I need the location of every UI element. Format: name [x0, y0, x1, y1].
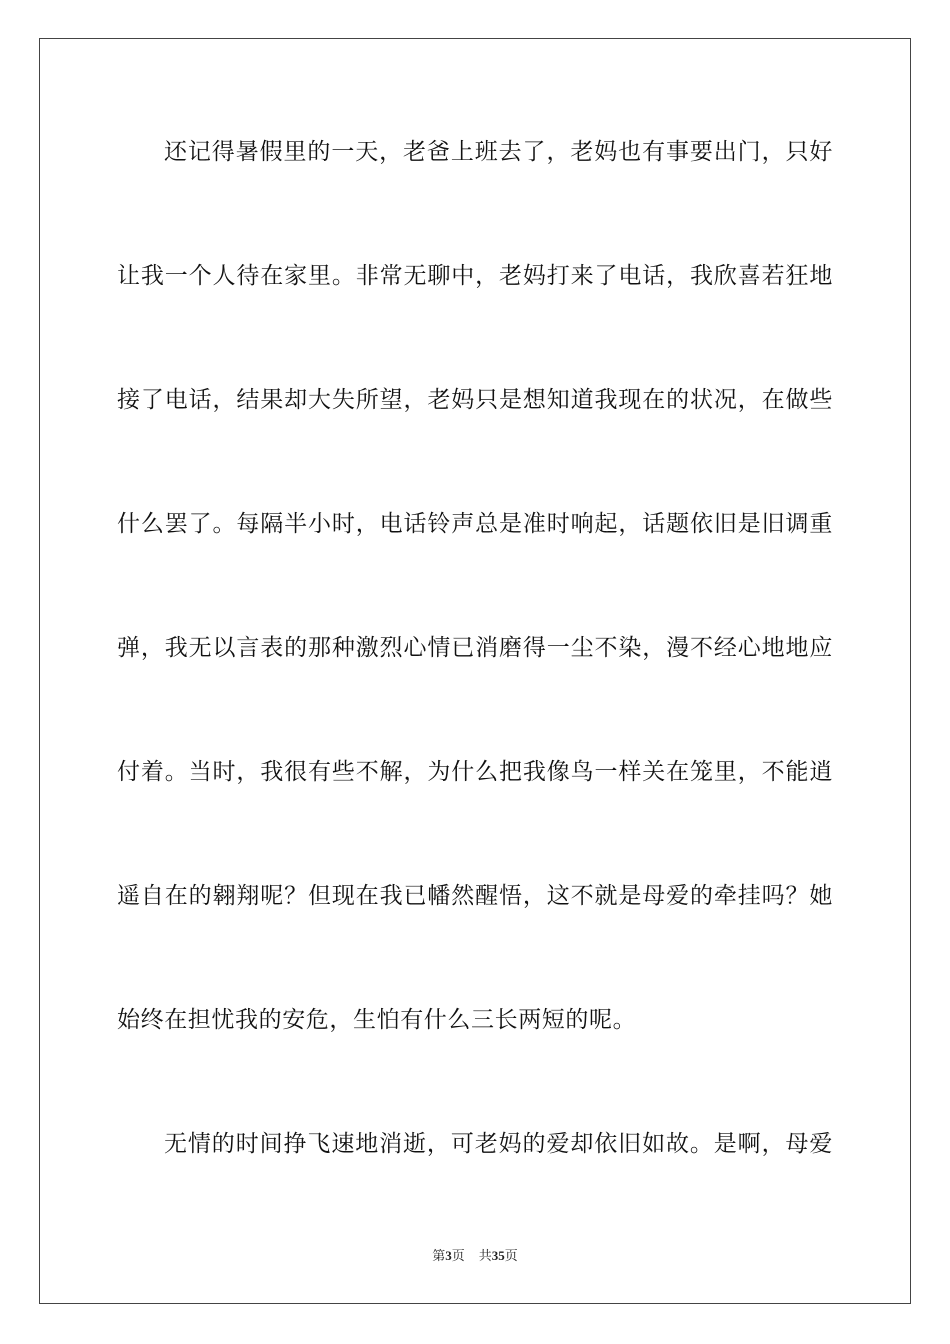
text-line-2: 让我一个人待在家里。非常无聊中，老妈打来了电话，我欣喜若狂地 — [117, 263, 833, 289]
total-prefix: 共 — [478, 1248, 492, 1263]
page-border — [39, 38, 911, 1304]
text-line-1: 还记得暑假里的一天，老爸上班去了，老妈也有事要出门，只好 — [164, 139, 833, 165]
text-line-8: 始终在担忧我的安危，生怕有什么三长两短的呢。 — [117, 1007, 637, 1033]
total-suffix: 页 — [504, 1248, 518, 1263]
text-line-5: 弹，我无以言表的那种激烈心情已消磨得一尘不染，漫不经心地地应 — [117, 635, 833, 661]
page-current: 3 — [445, 1248, 452, 1263]
text-line-7: 遥自在的翱翔呢？但现在我已幡然醒悟，这不就是母爱的牵挂吗？她 — [117, 883, 833, 909]
text-line-3: 接了电话，结果却大失所望，老妈只是想知道我现在的状况，在做些 — [117, 387, 833, 413]
page-footer — [0, 1248, 950, 1264]
text-line-6: 付着。当时，我很有些不解，为什么把我像鸟一样关在笼里，不能逍 — [117, 759, 833, 785]
page-total: 35 — [491, 1248, 505, 1263]
page-prefix: 第 — [432, 1248, 446, 1263]
text-line-4: 什么罢了。每隔半小时，电话铃声总是准时响起，话题依旧是旧调重 — [117, 511, 833, 537]
page-suffix: 页 — [451, 1248, 465, 1263]
text-line-9: 无情的时间挣飞速地消逝，可老妈的爱却依旧如故。是啊，母爱 — [164, 1131, 833, 1157]
